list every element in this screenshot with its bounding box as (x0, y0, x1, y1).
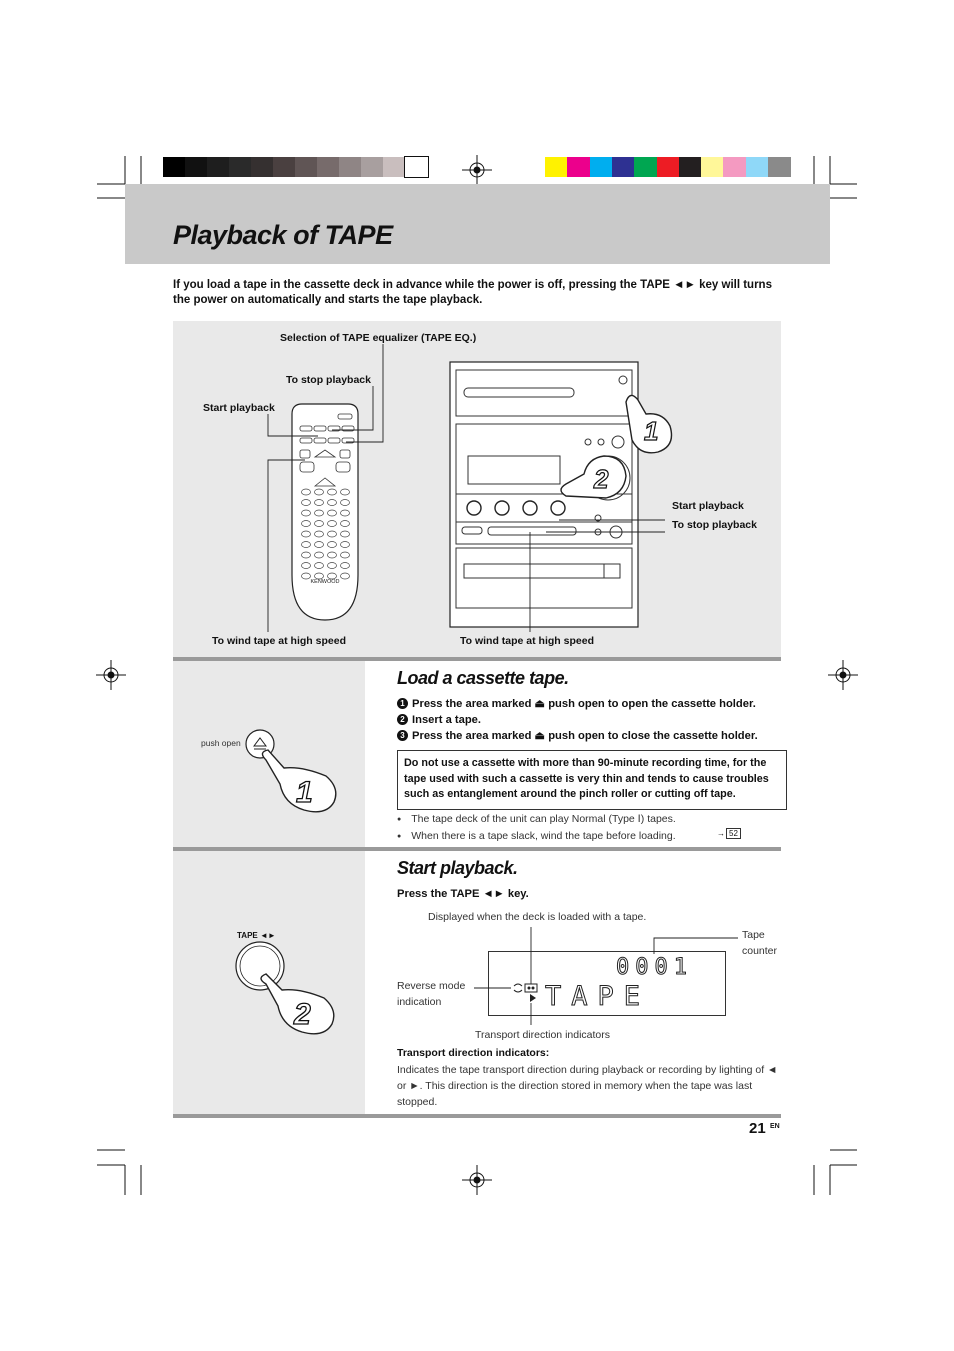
start-heading: Start playback. (397, 858, 518, 878)
note-bullet: ● The tape deck of the unit can play Normal (Type Ⅰ) tapes. (397, 813, 676, 825)
transport-heading: Transport direction indicators: (397, 1047, 550, 1059)
intro-text: If you load a tape in the cassette deck in advance while the power is off, pressing the TAPE ◄► key will turns the power on automatically and starts the tape playback. (173, 279, 772, 306)
displayed-caption: Displayed when the deck is loaded with a tape. (428, 911, 647, 923)
unit-start-label: Start playback (672, 500, 744, 512)
remote-stop-label: To stop playback (286, 374, 371, 386)
unit-wind-label: To wind tape at high speed (460, 635, 594, 647)
step-number-1: 1 (644, 416, 659, 446)
remote-wind-label: To wind tape at high speed (212, 635, 346, 647)
load-step-text: Press the area marked ⏏ push open to open the cassette holder. (412, 698, 756, 710)
start-instruction: Press the TAPE ◄► key. (397, 888, 529, 900)
step-number-1: 1 (397, 698, 408, 709)
note-bullet: ● When there is a tape slack, wind the tape before loading. (397, 830, 676, 842)
reverse-mode-label: indication (397, 996, 442, 1008)
push-open-label: push open (201, 738, 241, 748)
tape-counter-label: Tape (742, 929, 765, 941)
tape-eq-label: Selection of TAPE equalizer (TAPE EQ.) (280, 332, 477, 344)
reverse-mode-icon (514, 984, 537, 992)
arrow-right-icon: → (717, 829, 725, 838)
warning-box: Do not use a cassette with more than 90-minute recording time, for the tape used with such a cassette is very thin and tends to cause troubles such as entanglement around the pinch roller or cutting off tape. (397, 750, 787, 810)
reverse-mode-label: Reverse mode (397, 980, 466, 992)
transport-caption: Transport direction indicators (475, 1029, 611, 1041)
tape-counter-label: counter (742, 945, 778, 957)
tape-key-label: TAPE ◄► (237, 931, 276, 940)
page-number: 21 (749, 1120, 766, 1137)
lcd-tape-text: TAPE (545, 981, 651, 1012)
lcd-tape-counter: 0001 (616, 955, 693, 980)
step-number-2: 2 (594, 464, 609, 494)
remote-brand: KENWOOD (310, 579, 340, 585)
step-number-1: 1 (296, 776, 313, 809)
play-forward-icon (530, 994, 536, 1002)
remote-start-label: Start playback (203, 402, 275, 414)
page-title: Playback of TAPE (173, 220, 393, 250)
page-ref-number: 52 (726, 828, 741, 839)
load-step-text: Press the area marked ⏏ push open to close the cassette holder. (412, 730, 758, 742)
step-number-2: 2 (294, 998, 311, 1031)
section-rule (173, 1114, 781, 1118)
step-number-3: 3 (397, 730, 408, 741)
step-number-2: 2 (397, 714, 408, 725)
transport-description: Indicates the tape transport direction during playback or recording by lighting of ◄ or ►. This direction is the direction stored in memory when the tape was last stopped. (397, 1064, 778, 1108)
load-heading: Load a cassette tape. (397, 668, 569, 688)
load-step-text: Insert a tape. (412, 714, 482, 726)
page-language: EN (770, 1123, 780, 1130)
unit-stop-label: To stop playback (672, 519, 757, 531)
